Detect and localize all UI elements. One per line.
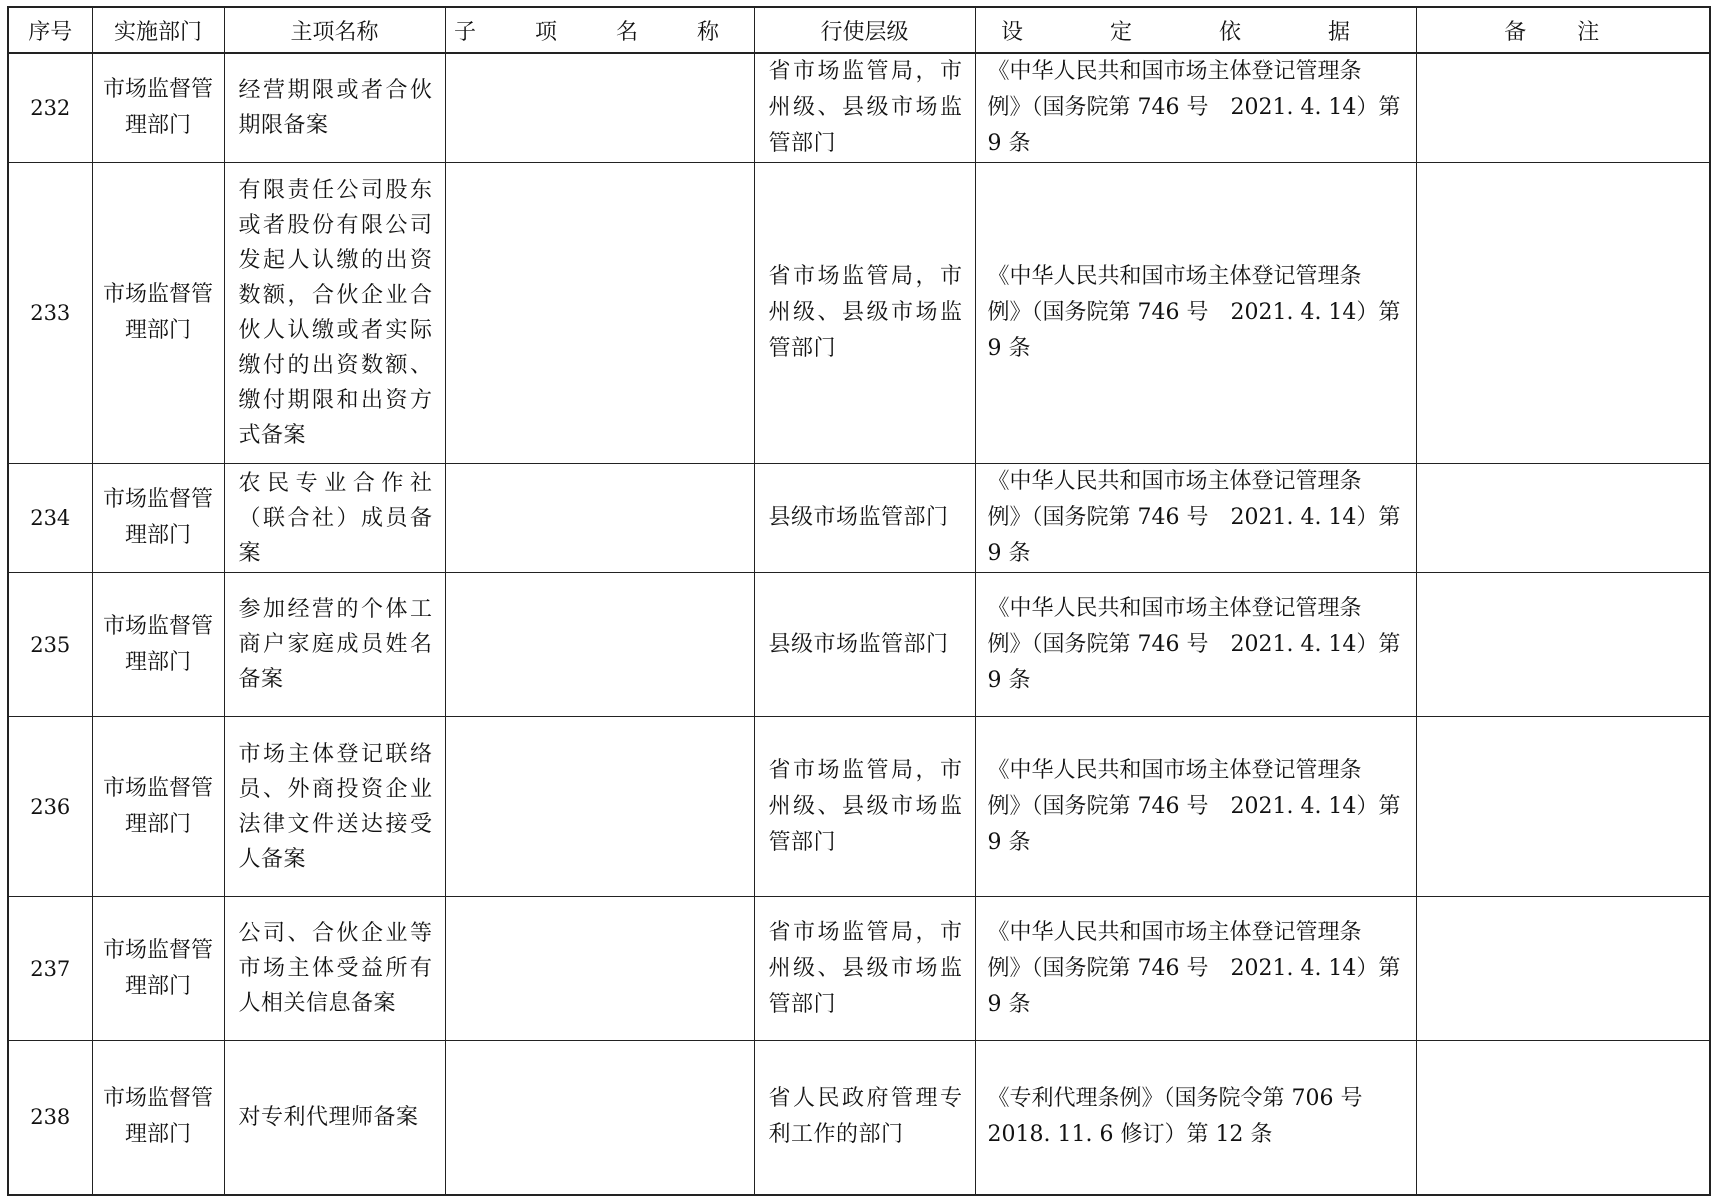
main-item-cell: 公司、合伙企业等市场主体受益所有人相关信息备案 (224, 897, 445, 1041)
main-item-cell: 农民专业合作社（联合社）成员备案 (224, 464, 445, 573)
header-serial-number: 序号 (8, 7, 92, 53)
notes-cell (1416, 53, 1710, 163)
legal-basis-cell: 《中华人民共和国市场主体登记管理条例》（国务院第 746 号 2021. 4. 14）第 9 条 (975, 573, 1416, 717)
department-cell: 市场监督管理部门 (92, 897, 224, 1041)
notes-cell (1416, 717, 1710, 897)
serial-number-cell: 236 (8, 717, 92, 897)
main-item-cell: 经营期限或者合伙期限备案 (224, 53, 445, 163)
sub-item-cell (445, 1041, 754, 1195)
department-cell: 市场监督管理部门 (92, 464, 224, 573)
table-row (8, 1041, 1710, 1195)
serial-number-cell: 233 (8, 163, 92, 464)
department-cell: 市场监督管理部门 (92, 1041, 224, 1195)
table-row (8, 163, 1710, 464)
header-legal-basis: 设 定 依 据 (975, 7, 1416, 53)
table-row (8, 53, 1710, 163)
main-item-cell: 有限责任公司股东或者股份有限公司发起人认缴的出资数额，合伙企业合伙人认缴或者实际缴付的出资数额、缴付期限和出资方式备案 (224, 163, 445, 464)
serial-number-cell: 232 (8, 53, 92, 163)
department-cell: 市场监督管理部门 (92, 163, 224, 464)
main-item-cell: 参加经营的个体工商户家庭成员姓名备案 (224, 573, 445, 717)
sub-item-cell (445, 53, 754, 163)
table-row (8, 897, 1710, 1041)
header-main-item: 主项名称 (224, 7, 445, 53)
level-cell: 省市场监管局，市州级、县级市场监管部门 (754, 163, 975, 464)
main-item-cell: 市场主体登记联络员、外商投资企业法律文件送达接受人备案 (224, 717, 445, 897)
table-row (8, 717, 1710, 897)
sub-item-cell (445, 897, 754, 1041)
legal-basis-cell: 《中华人民共和国市场主体登记管理条例》（国务院第 746 号 2021. 4. 14）第 9 条 (975, 53, 1416, 163)
legal-basis-cell: 《中华人民共和国市场主体登记管理条例》（国务院第 746 号 2021. 4. 14）第 9 条 (975, 163, 1416, 464)
level-cell: 省市场监管局，市州级、县级市场监管部门 (754, 897, 975, 1041)
sub-item-cell (445, 573, 754, 717)
main-item-cell: 对专利代理师备案 (224, 1041, 445, 1195)
serial-number-cell: 234 (8, 464, 92, 573)
notes-cell (1416, 163, 1710, 464)
header-row (8, 7, 1710, 53)
level-cell: 县级市场监管部门 (754, 573, 975, 717)
legal-basis-cell: 《中华人民共和国市场主体登记管理条例》（国务院第 746 号 2021. 4. 14）第 9 条 (975, 464, 1416, 573)
notes-cell (1416, 1041, 1710, 1195)
table-row (8, 573, 1710, 717)
sub-item-cell (445, 717, 754, 897)
serial-number-cell: 237 (8, 897, 92, 1041)
legal-basis-cell: 《中华人民共和国市场主体登记管理条例》（国务院第 746 号 2021. 4. 14）第 9 条 (975, 897, 1416, 1041)
sub-item-cell (445, 464, 754, 573)
serial-number-cell: 238 (8, 1041, 92, 1195)
level-cell: 省市场监管局，市州级、县级市场监管部门 (754, 717, 975, 897)
level-cell: 省市场监管局，市州级、县级市场监管部门 (754, 53, 975, 163)
department-cell: 市场监督管理部门 (92, 53, 224, 163)
notes-cell (1416, 573, 1710, 717)
level-cell: 省人民政府管理专利工作的部门 (754, 1041, 975, 1195)
table-row (8, 464, 1710, 573)
legal-basis-cell: 《专利代理条例》（国务院令第 706 号 2018. 11. 6 修订）第 12 条 (975, 1041, 1416, 1195)
notes-cell (1416, 897, 1710, 1041)
sub-item-cell (445, 163, 754, 464)
header-level: 行使层级 (754, 7, 975, 53)
header-sub-item: 子 项 名 称 (445, 7, 754, 53)
department-cell: 市场监督管理部门 (92, 573, 224, 717)
serial-number-cell: 235 (8, 573, 92, 717)
header-department: 实施部门 (92, 7, 224, 53)
department-cell: 市场监督管理部门 (92, 717, 224, 897)
filing-items-table (7, 6, 1711, 1196)
header-notes: 备 注 (1416, 7, 1710, 53)
notes-cell (1416, 464, 1710, 573)
level-cell: 县级市场监管部门 (754, 464, 975, 573)
legal-basis-cell: 《中华人民共和国市场主体登记管理条例》（国务院第 746 号 2021. 4. 14）第 9 条 (975, 717, 1416, 897)
